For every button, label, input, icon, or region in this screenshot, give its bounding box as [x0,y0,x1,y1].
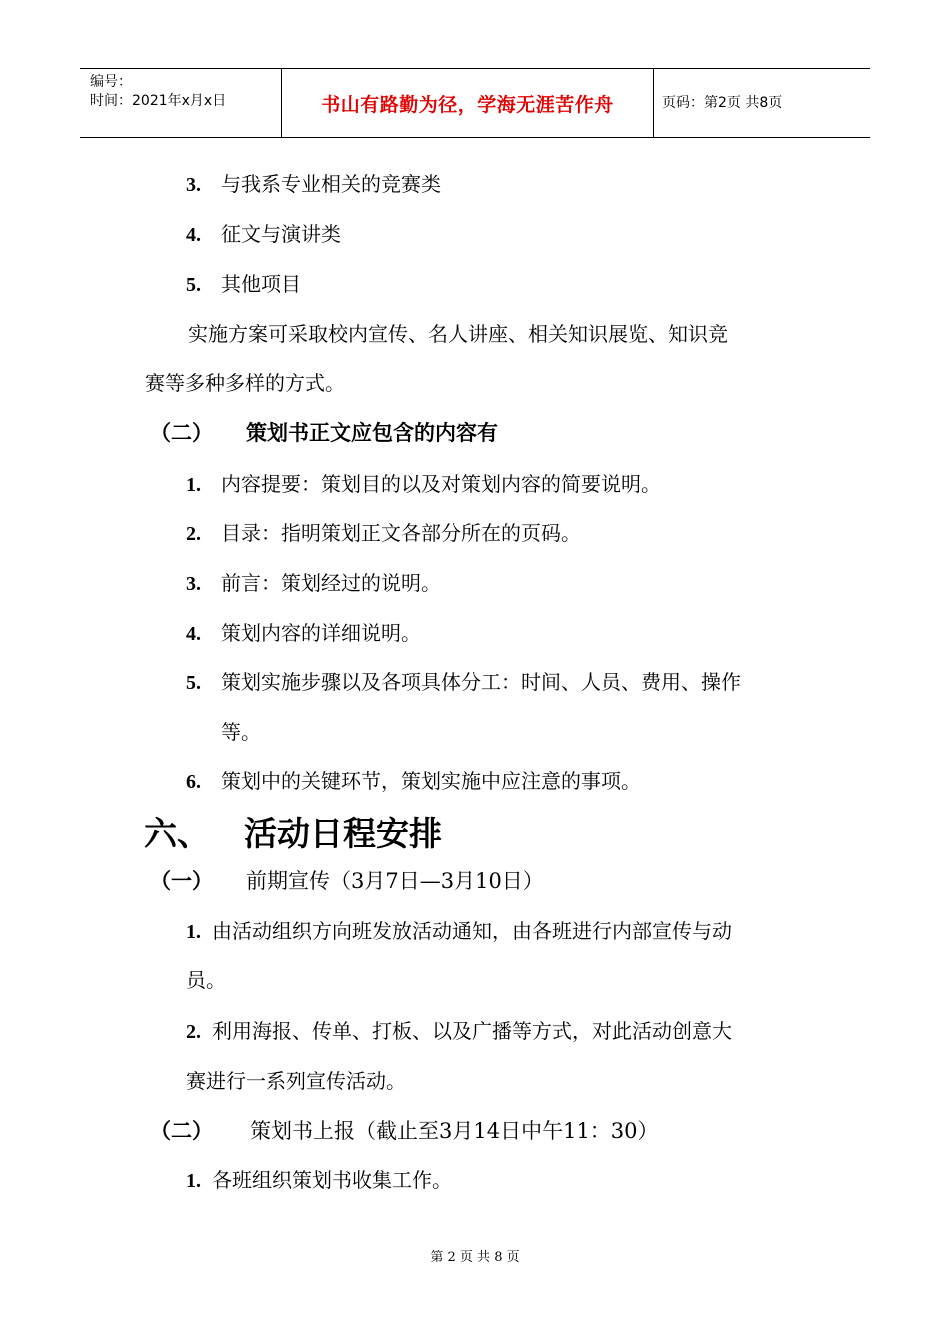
list-text: 策划中的关键环节，策划实施中应注意的事项。 [221,769,641,793]
header-page-info: 页码：第2页 共8页 [662,95,783,111]
list-text: 由活动组织方向班发放活动通知，由各班进行内部宣传与动 [212,919,732,943]
header-time-label: 时间：2021年x月x日 [90,93,227,109]
list-text: 利用海报、传单、打板、以及广播等方式，对此活动创意大 [212,1019,732,1043]
paragraph-line: 实施方案可采取校内宣传、名人讲座、相关知识展览、知识竞 [188,322,728,346]
list-item [186,1167,452,1194]
list-number: 5. [186,274,201,296]
list-item [186,520,581,547]
list-item [186,669,741,696]
list-item [186,221,341,248]
list-item [186,471,661,498]
list-number: 3. [186,174,201,196]
list-text: 其他项目 [221,272,301,296]
subsection-heading [150,1118,659,1144]
header-number-label: 编号： [90,74,132,90]
header-motto-cell [282,69,654,137]
list-text: 各班组织策划书收集工作。 [212,1168,452,1192]
list-text-continued: 等。 [221,720,261,744]
list-number: 2. [186,1021,201,1043]
chapter-heading [144,814,442,854]
list-text-continued: 员。 [186,968,226,992]
list-text: 内容提要：策划目的以及对策划内容的简要说明。 [221,472,661,496]
subsection-heading [150,868,544,894]
list-text: 前言：策划经过的说明。 [221,571,441,595]
subsection-title: 前期宣传（3月7日—3月10日） [246,869,544,893]
list-item [186,918,732,945]
list-number: 1. [186,921,201,943]
paragraph-line: 赛等多种多样的方式。 [145,371,345,395]
list-text: 征文与演讲类 [221,222,341,246]
list-text: 目录：指明策划正文各部分所在的页码。 [221,521,581,545]
list-number: 6. [186,771,201,793]
chapter-mark: 六、 [144,814,210,853]
subsection-mark: （二） [150,1118,213,1143]
list-text: 与我系专业相关的竞赛类 [221,172,441,196]
header-left-cell [80,69,282,137]
header-page-cell [654,69,870,137]
list-item [186,768,641,795]
page-footer: 第 2 页 共 8 页 [430,1250,520,1265]
list-item [186,171,441,198]
subsection-mark: （一） [150,868,213,893]
list-item [186,620,421,647]
list-text: 策划实施步骤以及各项具体分工：时间、人员、费用、操作 [221,670,741,694]
list-text: 策划内容的详细说明。 [221,621,421,645]
list-item [186,1018,732,1045]
chapter-title: 活动日程安排 [244,814,442,853]
list-text-continued: 赛进行一系列宣传活动。 [186,1069,406,1093]
list-number: 4. [186,623,201,645]
list-item [186,271,301,298]
list-item [186,570,441,597]
list-number: 2. [186,523,201,545]
list-number: 4. [186,224,201,246]
list-number: 1. [186,474,201,496]
list-number: 3. [186,573,201,595]
list-number: 1. [186,1170,201,1192]
section-heading [150,420,498,446]
header-motto: 书山有路勤为径，学海无涯苦作舟 [321,93,614,116]
section-mark: （二） [150,420,213,445]
subsection-title: 策划书上报（截止至3月14日中午11：30） [250,1119,659,1143]
section-title: 策划书正文应包含的内容有 [246,420,498,445]
page-header [80,68,870,138]
list-number: 5. [186,672,201,694]
